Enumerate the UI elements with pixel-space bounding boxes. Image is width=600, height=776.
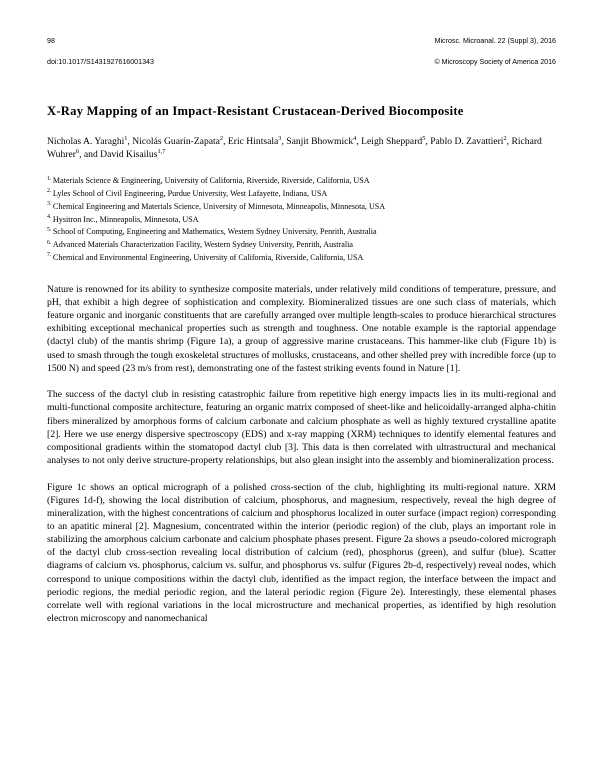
affiliation-item <box>47 226 556 239</box>
author-affiliation-marker: 4 <box>353 134 357 142</box>
affiliation-text: Chemical Engineering and Materials Science, University of Minnesota, Minneapolis, Minnesota, USA <box>52 201 386 211</box>
page-title: X-Ray Mapping of an Impact-Resistant Crustacean-Derived Biocomposite <box>47 104 464 119</box>
author-name: Sanjit Bhowmick$^4$ <box>286 134 357 147</box>
author-affiliation-marker: 1 <box>124 134 128 142</box>
author-affiliation-marker: 6 <box>75 148 80 156</box>
affiliation-marker: 3. <box>47 201 52 208</box>
affiliation-item <box>47 252 556 265</box>
body-paragraph: The success of the dactyl club in resisting catastrophic failure from repetitive high energy impacts lies in its multi-regional and multi-functional composite architecture, featuring an organic matrix composed of sheet-like and helicoidally-arranged alpha-chitin fibers mineralized by amorphous forms of calcium carbonate and calcium phosphate as well as highly textured crystalline apatite [2]. Here we use energy dispersive spectroscopy (EDS) and x-ray mapping (XRM) techniques to identify elemental features and compositional gradients within the stomatopod dactyl club [3]. This data is then correlated with ultrastructural and mechanical analyses to not only derive structure-property relationships, but also glean insight into the assembly and biomineralization process. <box>47 389 556 466</box>
affiliation-marker: 2. <box>47 188 52 195</box>
affiliation-text: Lyles School of Civil Engineering, Purdue University, West Lafayette, Indiana, USA <box>52 189 328 199</box>
author-name: Nicolás Guarín-Zapata$^2$ <box>132 134 224 147</box>
affiliation-list <box>47 175 556 264</box>
running-head-left <box>47 26 154 78</box>
author-affiliation-marker: 2 <box>219 134 224 142</box>
affiliation-item <box>47 201 556 214</box>
affiliation-text: Hysitron Inc., Minneapolis, Minnesota, USA <box>52 214 199 224</box>
body-text <box>47 283 556 625</box>
affiliation-item <box>47 175 556 188</box>
body-paragraph: Nature is renowned for its ability to synthesize composite materials, under relatively mild conditions of temperature, pressure, and pH, that exhibit a high degree of sophistication and complexity. Biomineralized tissues are one such class of materials, which feature organic and inorganic constituents that are carefully arranged over multiple length-scales to produce hierarchical structures exhibiting exceptional mechanical properties such as strength and toughness. One notable example is the raptorial appendage (dactyl club) of the mantis shrimp (Figure 1a), a group of aggressive marine crustaceans. This hammer-like club (Figure 1b) is used to smash through the tough exoskeletal structures of mollusks, crustaceans, and other shelled prey with incredible force (up to 1500 N) and speed (23 m/s from rest), demonstrating one of the fastest striking events found in Nature [1]. <box>47 283 556 374</box>
author-affiliation-marker: 3 <box>278 134 282 142</box>
affiliation-marker: 5. <box>47 226 52 233</box>
affiliation-text: Chemical and Environmental Engineering, University of California, Riverside, California, USA <box>52 253 364 263</box>
affiliation-marker: 4. <box>47 214 52 220</box>
author-name: and David Kisailus$^{1,7}$ <box>83 148 166 161</box>
author-name: Nicholas A. Yaraghi$^1$ <box>47 134 128 147</box>
copyright-notice: © Microscopy Society of America 2016 <box>434 58 556 67</box>
affiliation-item <box>47 239 556 252</box>
author-affiliation-marker: 1,7 <box>157 148 166 156</box>
affiliation-item <box>47 214 556 227</box>
author-affiliation-marker: 5 <box>422 134 426 142</box>
body-paragraph: Figure 1c shows an optical micrograph of a polished cross-section of the club, highlighting its multi-regional nature. XRM (Figures 1d-f), showing the local distribution of calcium, phosphorus, and magnesium, respectively, reveal the high degree of mineralization, with the highest concentrations of calcium and phosphorus localized in outer surface (impact region) corresponding to an apatitic mineral [2]. Magnesium, concentrated within the interior (periodic region) of the club, plays an important role in stabilizing the amorphous calcium carbonate and calcium phosphate phases present. Figure 2a shows a pseudo-colored micrograph of the dactyl club cross-section revealing local distribution of calcium (red), phosphorus (green), and sulfur (blue). Scatter diagrams of calcium vs. phosphorus, calcium vs. sulfur, and phosphorus vs. sulfur (Figures 2b-d, respectively) reveal nodes, which correspond to unique compositions within the dactyl club, identified as the impact region, the interface between the impact and periodic regions, the medial periodic region, and the lateral periodic region (Figure 2e). Interestingly, these elemental phases correlate well with regional variations in the local microstructure and mechanical properties, as identified by high resolution electron microscopy and nanomechanical <box>47 481 556 625</box>
page-number: 98 <box>47 37 55 46</box>
affiliation-item <box>47 188 556 201</box>
affiliation-text: Advanced Materials Characterization Facility, Western Sydney University, Penrith, Australia <box>52 240 353 250</box>
running-head-right <box>434 26 556 78</box>
author-affiliation-marker: 2 <box>503 134 507 142</box>
affiliation-marker: 7. <box>47 252 52 259</box>
journal-citation: Microsc. Microanal. 22 (Suppl 3), 2016 <box>434 37 556 46</box>
author-name: Leigh Sheppard$^5$ <box>361 134 426 147</box>
affiliation-marker: 6. <box>47 239 52 246</box>
affiliation-text: School of Computing, Engineering and Mathematics, Western Sydney University, Penrith, Australia <box>52 227 377 237</box>
affiliation-text: Materials Science & Engineering, University of California, Riverside, Riverside, California, USA <box>52 176 370 186</box>
author-name: Eric Hintsala$^3$ <box>227 134 282 147</box>
author-name: Pablo D. Zavattieri$^2$ <box>430 134 507 147</box>
affiliation-marker: 1. <box>47 175 52 182</box>
doi-text: doi:10.1017/S1431927616001343 <box>47 58 154 67</box>
running-head <box>47 26 556 78</box>
author-name: Richard Wuhrer$^6$ <box>47 135 542 161</box>
author-list: Nicholas A. Yaraghi$^1$, Nicolás Guarín-Zapata$^2$, Eric Hintsala$^3$, Sanjit Bhowmick$^4$, Leigh Sheppard$^5$, Pablo D. Zavattieri$^2$, Richard Wuhrer$^6$, and David Kisailus$^{1,7}$ <box>47 134 542 161</box>
